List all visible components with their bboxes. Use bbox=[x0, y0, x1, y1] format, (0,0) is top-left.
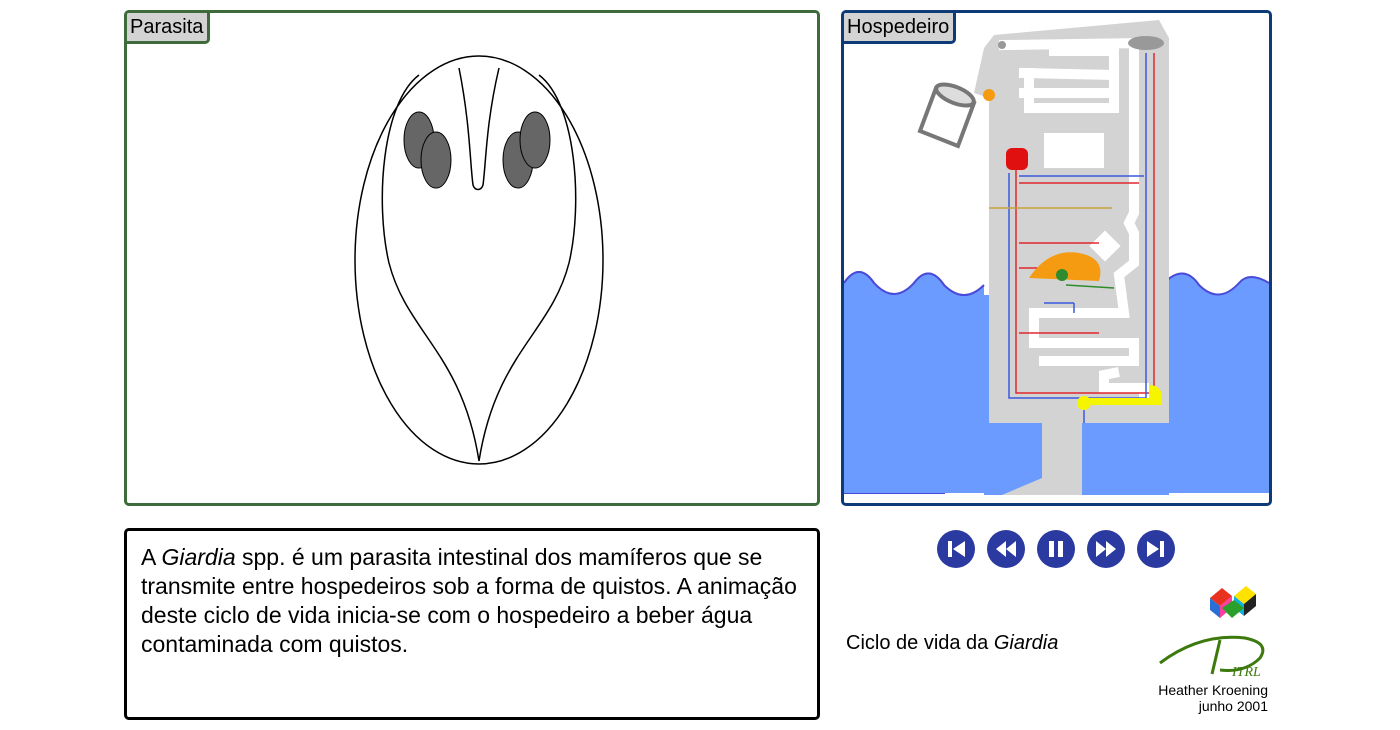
logo-text: ITRL bbox=[1232, 665, 1261, 680]
parasite-panel-label: Parasita bbox=[127, 13, 210, 44]
fast-forward-button[interactable] bbox=[1087, 530, 1125, 568]
credit bbox=[1130, 682, 1268, 714]
logo-cubes-icon bbox=[1210, 586, 1256, 618]
cyst-dot bbox=[983, 89, 995, 101]
heart bbox=[1006, 148, 1028, 170]
caption-prefix: Ciclo de vida da bbox=[846, 632, 994, 654]
caption bbox=[846, 632, 1058, 655]
skip-to-end-icon bbox=[1137, 530, 1175, 568]
skip-to-start-button[interactable] bbox=[937, 530, 975, 568]
pause-button[interactable] bbox=[1037, 530, 1075, 568]
gallbladder bbox=[1056, 269, 1068, 281]
liver-outline bbox=[1044, 133, 1104, 168]
description-box bbox=[124, 528, 820, 720]
parasite-panel bbox=[124, 10, 820, 506]
credit-date: junho 2001 bbox=[1198, 698, 1268, 714]
host-panel-label: Hospedeiro bbox=[844, 13, 956, 44]
host-panel bbox=[841, 10, 1272, 506]
drinking-cup-icon bbox=[920, 80, 977, 146]
bladder bbox=[1077, 396, 1091, 410]
giardia-trophozoite-illustration bbox=[127, 13, 817, 503]
caption-species: Giardia bbox=[993, 632, 1059, 654]
skip-to-start-icon bbox=[937, 530, 975, 568]
credit-author: Heather Kroening bbox=[1158, 682, 1268, 698]
playback-controls bbox=[937, 530, 1177, 568]
brain bbox=[1128, 36, 1164, 50]
rewind-button[interactable] bbox=[987, 530, 1025, 568]
description-text-rest: spp. é um parasita intestinal dos mamíferos que se transmite entre hospedeiros sob a forma de quistos. A animação deste ciclo de vida inicia-se com o hospedeiro a beber água contaminada com quistos. bbox=[141, 544, 797, 657]
fast-forward-icon bbox=[1087, 530, 1125, 568]
rewind-icon bbox=[987, 530, 1025, 568]
pause-icon bbox=[1037, 530, 1075, 568]
skip-to-end-button[interactable] bbox=[1137, 530, 1175, 568]
description-text-start: A bbox=[141, 544, 162, 570]
description-species: Giardia bbox=[161, 544, 236, 570]
ditrl-logo bbox=[1150, 578, 1275, 683]
host-diagram bbox=[844, 13, 1269, 503]
